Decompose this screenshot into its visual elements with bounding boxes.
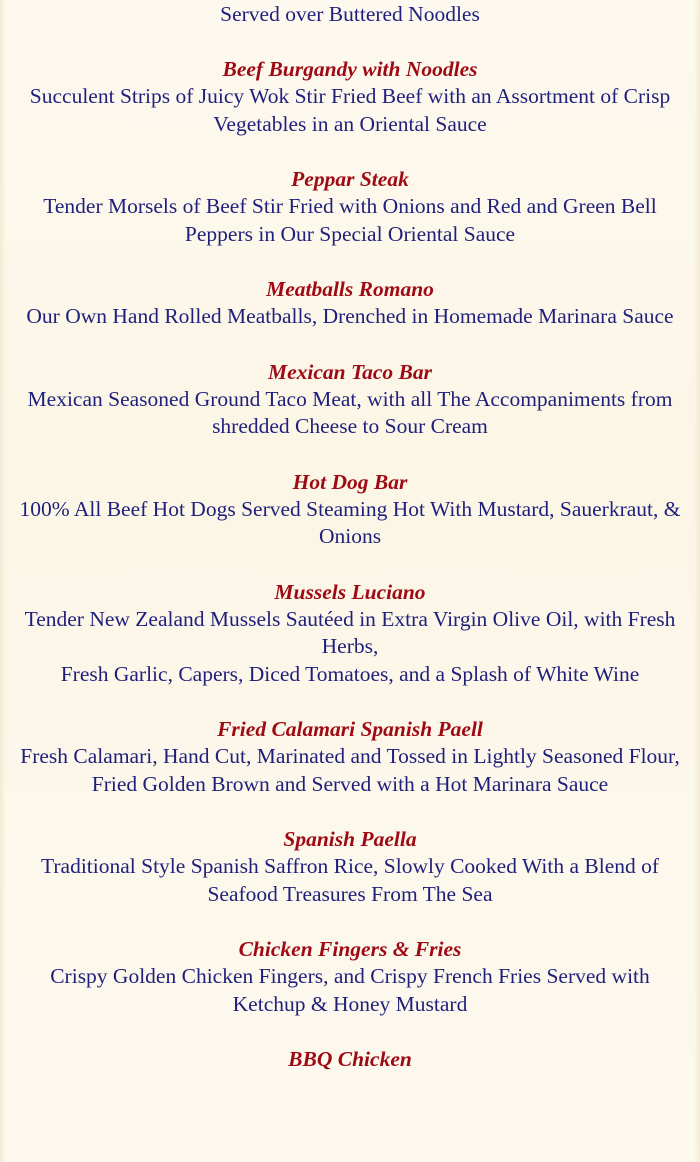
- menu-item-title: Chicken Fingers & Fries: [238, 937, 462, 961]
- menu-item-description: Seafood Treasures From The Sea: [207, 881, 493, 906]
- page-right-edge-shading: [694, 0, 700, 1162]
- menu-item: [14, 1046, 686, 1073]
- menu-item: [14, 276, 686, 331]
- menu-item: [14, 716, 686, 798]
- menu-item-title: Mussels Luciano: [274, 579, 426, 604]
- menu-item-title: Fried Calamari Spanish Paell: [217, 717, 483, 741]
- menu-item-description: Succulent Strips of Juicy Wok Stir Fried Beef with an Assortment of Crisp Vegetables in an Oriental Sauce: [29, 84, 671, 136]
- menu-item: [14, 166, 686, 248]
- menu-item-description: 100% All Beef Hot Dogs Served Steaming Hot With Mustard, Sauerkraut, & Onions: [19, 496, 681, 548]
- menu-item-title: Meatballs Romano: [266, 277, 434, 301]
- menu-item-title: BBQ Chicken: [288, 1047, 412, 1071]
- menu-item-description: Crispy Golden Chicken Fingers, and Crispy French Fries Served with Ketchup & Honey Mustard: [50, 964, 650, 1016]
- menu-item-description: Mexican Seasoned Ground Taco Meat, with all The Accompaniments from shredded Cheese to Sour Cream: [27, 386, 673, 438]
- menu-item-description: Fried Golden Brown and Served with a Hot Marinara Sauce: [91, 771, 609, 796]
- menu-item: [14, 469, 686, 551]
- page-left-edge-shading: [0, 0, 6, 1162]
- menu-item-description: Our Own Hand Rolled Meatballs, Drenched in Homemade Marinara Sauce: [26, 304, 674, 328]
- menu-item-description: Fresh Garlic, Capers, Diced Tomatoes, and a Splash of White Wine: [60, 661, 640, 686]
- menu-item-title: Peppar Steak: [291, 167, 409, 191]
- menu-item-description: Tender Morsels of Beef Stir Fried with Onions and Red and Green Bell Peppers in Our Special Oriental Sauce: [43, 194, 657, 246]
- page-bottom-spacer: [14, 1073, 686, 1087]
- menu-item-title: Beef Burgandy with Noodles: [222, 57, 478, 81]
- menu-item-title: Spanish Paella: [283, 827, 417, 851]
- menu-item: [14, 56, 686, 138]
- menu-item-description: Traditional Style Spanish Saffron Rice, Slowly Cooked With a Blend of: [40, 854, 660, 878]
- menu-item-title: Mexican Taco Bar: [267, 359, 433, 384]
- menu-item-title: Hot Dog Bar: [292, 469, 408, 494]
- menu-item: [14, 936, 686, 1018]
- continued-description-line: Served over Buttered Noodles: [220, 2, 480, 26]
- menu-list: [14, 0, 686, 1087]
- menu-item-description: Fresh Calamari, Hand Cut, Marinated and Tossed in Lightly Seasoned Flour,: [20, 744, 680, 768]
- menu-item: [14, 826, 686, 908]
- menu-item: [14, 359, 686, 441]
- menu-item: [14, 579, 686, 689]
- menu-item-description: Tender New Zealand Mussels Sautéed in Extra Virgin Olive Oil, with Fresh Herbs,: [24, 606, 676, 658]
